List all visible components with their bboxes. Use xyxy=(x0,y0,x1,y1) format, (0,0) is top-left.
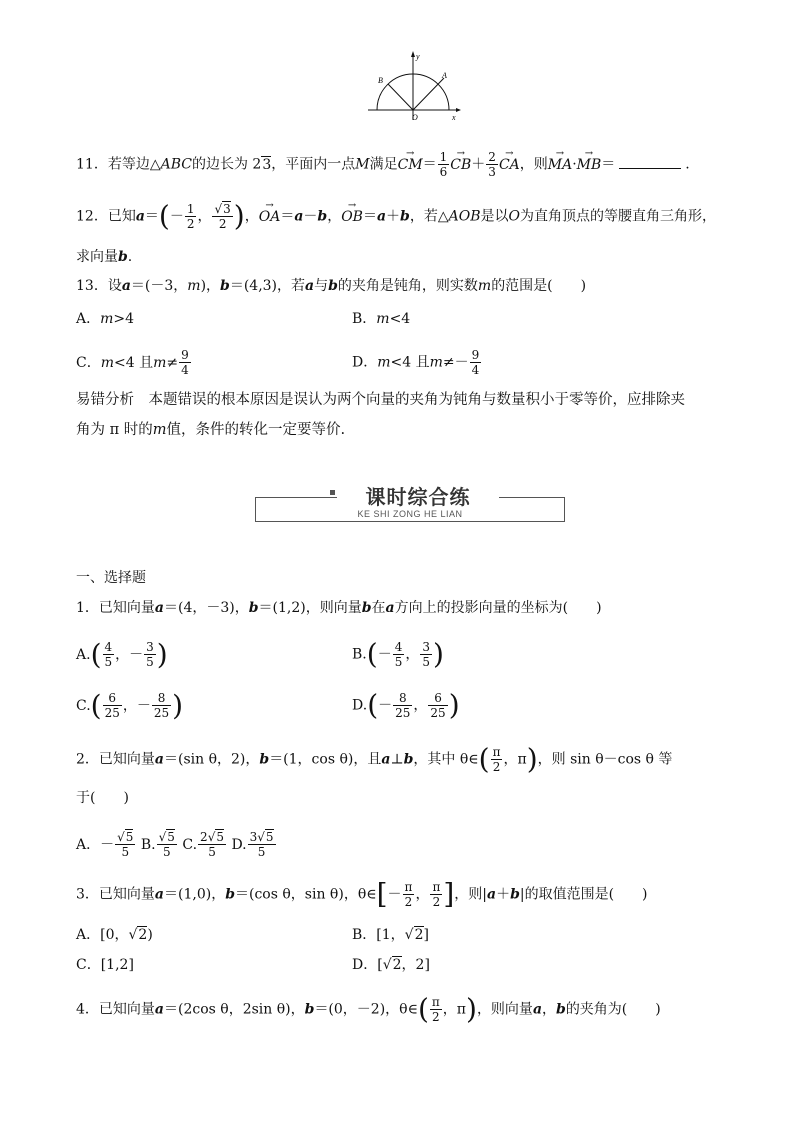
frac xyxy=(430,995,442,1024)
frac-den: 5 xyxy=(146,655,154,669)
opt-label: A. xyxy=(76,646,91,663)
question-12-line2 xyxy=(76,247,756,267)
problem-2-line2 xyxy=(76,788,756,808)
frac-num: 3√5 xyxy=(249,830,274,844)
opt-text: <4 且 xyxy=(114,354,154,371)
opt-text: >4 xyxy=(113,311,135,327)
paren-open: ( xyxy=(158,199,170,233)
q11-text: 若等边△ xyxy=(107,156,161,173)
analysis-text1: 易错分析 本题错误的根本原因是误认为两个向量的夹角为钝角与数量积小于零等价，应排除夹 xyxy=(76,392,685,408)
p2-option-b[interactable] xyxy=(140,830,178,859)
q12-frac1 xyxy=(185,202,197,231)
q11-dot: · xyxy=(572,156,577,173)
q11-vec-ca: → CA xyxy=(499,155,520,175)
q11-vec-mb: → MB xyxy=(577,155,602,175)
opt-end: ] xyxy=(423,927,429,943)
q11-vec-cb: → CB xyxy=(450,155,471,175)
q12-eq3: ＝ xyxy=(362,208,377,225)
frac-den: 3 xyxy=(488,165,496,179)
p1-option-a[interactable] xyxy=(76,637,168,671)
frac xyxy=(420,640,432,669)
frac-den: 25 xyxy=(153,706,170,720)
banner-title: 课时综合练 xyxy=(337,481,499,510)
q12-eq2: ＝ xyxy=(280,208,295,225)
opt-label: D. xyxy=(352,697,368,714)
frac-num: 1 xyxy=(439,150,448,164)
frac-num: 2 xyxy=(488,150,496,164)
p1-b: b xyxy=(248,600,259,616)
p3-b2: b xyxy=(510,886,520,903)
opt-label: C．[1,2] xyxy=(76,957,134,973)
opt-label: A．[0， xyxy=(76,927,129,943)
problem-2 xyxy=(76,742,756,776)
p1-option-b[interactable] xyxy=(352,637,444,671)
q12-aob: AOB xyxy=(448,208,481,225)
q13-text4: 与 xyxy=(314,278,329,294)
coef: 2 xyxy=(200,830,208,844)
p2-b: b xyxy=(259,751,270,768)
opt-label: B. xyxy=(352,646,367,663)
opt-m: m xyxy=(100,311,114,327)
p4-text1: ＝(2cos θ，2sin θ)， xyxy=(164,1001,305,1018)
banner-subtitle: KE SHI ZONG HE LIAN xyxy=(357,509,463,519)
frac-den: 2 xyxy=(404,895,413,909)
p4-text0: 4．已知向量 xyxy=(76,1001,155,1018)
frac xyxy=(198,830,226,859)
frac-num: 9 xyxy=(181,348,189,362)
frac-num: 6 xyxy=(428,691,447,706)
frac-den: 5 xyxy=(104,655,113,669)
frac-num: 9 xyxy=(471,348,480,362)
p2-a: a xyxy=(154,751,164,768)
bracket-open: [ xyxy=(376,877,388,911)
p4-comma: ， xyxy=(542,1001,557,1018)
p2-text1: ＝(sin θ，2)， xyxy=(164,751,260,768)
frac-num: 3 xyxy=(422,640,430,654)
p2-option-a[interactable] xyxy=(76,830,136,859)
frac-num: π xyxy=(404,880,413,894)
q12-line2-b: b xyxy=(118,249,128,265)
problem-3 xyxy=(76,877,756,911)
sqrt-val: 5 xyxy=(167,830,175,844)
opt-frac xyxy=(470,348,482,377)
analysis-text2a: 角为 π 时的 xyxy=(76,422,153,438)
p1-option-c[interactable] xyxy=(76,688,184,722)
p4-text2: ＝(0，－2)，θ∈ xyxy=(314,1001,418,1018)
sqrt-val: 5 xyxy=(125,830,134,844)
frac-num: 4 xyxy=(394,640,403,654)
opt-m: m xyxy=(376,311,390,327)
q13-b: b xyxy=(220,278,230,294)
q11-frac1 xyxy=(438,150,450,179)
frac xyxy=(428,691,447,720)
q11-text2: 的边长为 2 xyxy=(191,156,262,173)
q12-number: 12．已知 xyxy=(76,208,136,225)
p3-text1: ＝(1,0)， xyxy=(164,886,226,903)
q11-eq: ＝ xyxy=(422,156,437,173)
q13-a: a xyxy=(121,278,131,294)
frac-den: 2 xyxy=(186,217,195,231)
sqrt-val: 3 xyxy=(223,202,231,216)
analysis-text2b: 值，条件的转化一定要等价. xyxy=(166,422,346,438)
unit-circle-figure xyxy=(366,50,462,122)
p3-options-row2 xyxy=(76,955,756,975)
p1-text4: 方向上的投影向量的坐标为( ) xyxy=(394,600,602,616)
p4-b: b xyxy=(304,1001,315,1018)
q13-text1: ＝(－3， xyxy=(130,278,188,294)
q13-text2: )， xyxy=(200,278,221,294)
q12-a: a xyxy=(135,208,145,225)
q12-a2: a xyxy=(294,208,304,225)
q11-plus: ＋ xyxy=(471,156,486,173)
error-analysis-line1 xyxy=(76,390,756,410)
x-axis-arrow xyxy=(456,108,461,112)
opt-frac xyxy=(179,348,191,377)
q11-number: 11． xyxy=(76,156,108,173)
p1-option-d[interactable] xyxy=(352,688,460,722)
paren-close: ) xyxy=(526,742,538,776)
opt-label: B． xyxy=(352,311,377,327)
q12-frac2 xyxy=(212,202,232,231)
p4-text4: ，则向量 xyxy=(476,1001,533,1018)
q13-text6: 的范围是( ) xyxy=(491,278,587,294)
frac-den: 5 xyxy=(422,655,430,669)
paren-open: ( xyxy=(367,688,379,722)
paren-close: ) xyxy=(448,688,460,722)
frac-num: √3 xyxy=(214,202,231,216)
paren-open: ( xyxy=(366,637,378,671)
p3-option-a[interactable]: A．[0，√2) xyxy=(76,927,153,943)
opt-sep: ，－ xyxy=(115,646,144,663)
q11-sqrt: 3 xyxy=(262,156,272,173)
p4-a: a xyxy=(154,1001,164,1018)
q13-option-b[interactable] xyxy=(352,309,410,329)
p1-options-row1 xyxy=(76,637,756,671)
opt-label: D. xyxy=(231,836,247,853)
q13-text5: 的夹角是钝角，则实数 xyxy=(337,278,478,294)
p1-b2: b xyxy=(361,600,372,616)
frac-den: 5 xyxy=(257,845,266,859)
q12-b2: b xyxy=(400,208,410,225)
bracket-close: ] xyxy=(443,877,455,911)
opt-neq: ≠ xyxy=(166,354,179,371)
frac xyxy=(248,830,276,859)
opt-sep: ， xyxy=(405,646,420,663)
frac-num: π xyxy=(431,995,440,1009)
p2-option-c[interactable] xyxy=(182,830,227,859)
q12-line2-text: 求向量 xyxy=(76,249,118,265)
p3-b: b xyxy=(225,886,235,903)
q13-text3: ＝(4,3)，若 xyxy=(229,278,306,294)
p1-options-row2 xyxy=(76,688,756,722)
q13-number: 13．设 xyxy=(76,278,122,294)
paren-close: ) xyxy=(156,637,168,671)
frac xyxy=(491,745,503,774)
coef: 3 xyxy=(249,830,258,844)
paren-close: ) xyxy=(432,637,444,671)
frac xyxy=(393,691,412,720)
p2-a2: a xyxy=(381,751,391,768)
frac xyxy=(115,830,135,859)
p1-text2: ＝(1,2)，则向量 xyxy=(258,600,362,616)
frac-num: √5 xyxy=(158,830,175,844)
frac-den: 5 xyxy=(394,655,403,669)
p3-option-c[interactable] xyxy=(76,957,134,973)
p3-a2: a xyxy=(486,886,497,903)
p3-text0: 3．已知向量 xyxy=(76,886,155,903)
frac-num: 3 xyxy=(146,640,154,654)
frac xyxy=(430,880,442,909)
y-axis-arrow xyxy=(411,51,415,57)
q13-option-c[interactable] xyxy=(76,348,192,377)
p2-perp: ⊥ xyxy=(390,751,404,768)
p4-text5: 的夹角为( ) xyxy=(565,1001,661,1018)
p1-text1: ＝(4，－3)， xyxy=(164,600,249,616)
opt-m2: m xyxy=(429,354,443,371)
paren-open: ( xyxy=(417,992,429,1026)
paren-open: ( xyxy=(478,742,490,776)
opt-label: A．－ xyxy=(76,836,115,853)
frac-den: 2 xyxy=(492,760,501,774)
frac-den: 4 xyxy=(471,363,480,377)
opt-label: C. xyxy=(76,697,91,714)
frac-den: 25 xyxy=(395,706,411,720)
q13-a2: a xyxy=(305,278,315,294)
q13-options-row2 xyxy=(76,348,756,377)
sqrt-val: 5 xyxy=(216,830,224,844)
opt-m: m xyxy=(100,354,114,371)
p3-comma: ， xyxy=(415,886,430,903)
opt-label: B. xyxy=(140,836,156,853)
q11-text5: ，则 xyxy=(519,156,548,173)
q11-eq2: ＝ xyxy=(601,156,616,173)
paren-close: ) xyxy=(172,688,184,722)
p3-text2: ＝(cos θ，sin θ)，θ∈ xyxy=(235,886,377,903)
q12-eq: ＝ xyxy=(144,208,159,225)
p4-a2: a xyxy=(532,1001,543,1018)
segment-ob xyxy=(388,84,413,110)
frac-den: 2 xyxy=(432,895,441,909)
q12-b: b xyxy=(317,208,328,225)
frac-num: √5 xyxy=(117,830,134,844)
frac-den: 6 xyxy=(439,165,448,179)
opt-m: m xyxy=(377,354,391,371)
p4-b2: b xyxy=(556,1001,566,1018)
frac-num: 8 xyxy=(393,691,412,706)
sqrt-val: 2 xyxy=(392,957,402,973)
opt-minus: － xyxy=(377,646,392,663)
p1-text0: 1．已知向量 xyxy=(76,600,155,616)
q12-plus: ＋ xyxy=(386,208,401,225)
q11-m: M xyxy=(355,156,370,173)
q12-text5: 是以 xyxy=(480,208,509,225)
sqrt-val: 2 xyxy=(414,927,424,943)
label-a: A xyxy=(442,71,447,80)
frac xyxy=(103,691,122,720)
question-11 xyxy=(76,150,756,179)
frac xyxy=(393,640,405,669)
error-analysis-line2 xyxy=(76,420,756,440)
p2-option-d[interactable] xyxy=(231,830,276,859)
p3-option-b[interactable]: B．[1，√2] xyxy=(352,927,429,943)
q12-comma: ， xyxy=(327,208,342,225)
opt-label: D． xyxy=(352,354,378,371)
opt-sep: ，－ xyxy=(122,697,151,714)
opt-text: <4 且 xyxy=(390,354,430,371)
q11-vec-ma: → MA xyxy=(548,155,572,175)
paren-close: ) xyxy=(466,992,477,1026)
frac-num: 8 xyxy=(152,691,171,706)
section-title xyxy=(76,568,756,588)
p2-text2: ＝(1，cos θ)，且 xyxy=(269,751,382,768)
frac xyxy=(144,640,156,669)
q12-text4: ，若△ xyxy=(409,208,449,225)
q12-minus: － xyxy=(303,208,318,225)
opt-label: B．[1， xyxy=(352,927,405,943)
p2-options xyxy=(76,830,756,859)
p2-text5: ，则 sin θ－cos θ 等 xyxy=(537,751,673,768)
q13-option-a[interactable] xyxy=(76,311,134,327)
frac-den: 2 xyxy=(432,1010,440,1024)
frac-den: 4 xyxy=(181,363,189,377)
q12-o: O xyxy=(508,208,520,225)
p1-a: a xyxy=(154,600,164,616)
frac xyxy=(103,640,115,669)
p3-text4: |的取值范围是( ) xyxy=(519,886,648,903)
frac-den: 5 xyxy=(162,845,171,859)
q12-text6: 为直角顶点的等腰直角三角形， xyxy=(519,208,716,225)
frac-den: 2 xyxy=(218,217,227,231)
q11-text4: 满足 xyxy=(369,156,398,173)
opt-label: C． xyxy=(76,354,101,371)
problem-4 xyxy=(76,992,756,1026)
q12-vec-ob: → OB xyxy=(341,207,363,227)
q11-answer-blank[interactable] xyxy=(619,168,681,169)
frac-den: 25 xyxy=(430,706,446,720)
label-x: x xyxy=(452,113,456,122)
frac-num: 1 xyxy=(186,202,195,216)
frac xyxy=(152,691,171,720)
paren-open: ( xyxy=(90,688,102,722)
p4-text3: ，π xyxy=(442,1001,466,1018)
paren-open: ( xyxy=(90,637,102,671)
opt-end: ) xyxy=(147,927,153,943)
section-title-text: 一、选择题 xyxy=(76,570,146,586)
opt-label: C. xyxy=(182,836,198,853)
q11-vec-cm: → CM xyxy=(398,155,423,175)
frac-den: 5 xyxy=(208,845,216,859)
q13-m: m xyxy=(187,278,201,294)
label-b: B xyxy=(378,76,383,85)
opt-m2: m xyxy=(153,354,167,371)
p1-text3: 在 xyxy=(371,600,386,616)
p2-text3: ，其中 θ∈ xyxy=(413,751,479,768)
sqrt-val: 2 xyxy=(138,927,148,943)
p3-options-row1 xyxy=(76,925,756,945)
p3-minus: － xyxy=(387,886,402,903)
opt-sep: ， xyxy=(413,697,428,714)
p2-text4: ，π xyxy=(503,751,527,768)
opt-text: <4 xyxy=(389,311,411,327)
sqrt-val: 5 xyxy=(265,830,274,844)
q12-a3: a xyxy=(376,208,387,225)
opt-label: A． xyxy=(76,311,101,327)
opt-neq: ≠－ xyxy=(442,354,469,371)
q12-vec-oa: → OA xyxy=(259,207,281,227)
question-13 xyxy=(76,276,756,296)
frac-num: 2√5 xyxy=(200,830,224,844)
p3-plus: ＋ xyxy=(496,886,511,903)
problem-1 xyxy=(76,598,756,618)
frac-den: 5 xyxy=(121,845,130,859)
q12-line2-end: . xyxy=(127,249,133,265)
label-y: y xyxy=(416,52,420,61)
analysis-m: m xyxy=(152,422,167,438)
opt-label: D．[ xyxy=(352,957,383,973)
opt-minus: － xyxy=(378,697,393,714)
frac-num: 6 xyxy=(103,691,122,706)
label-o: O xyxy=(412,113,418,122)
q11-frac2 xyxy=(486,150,498,179)
p3-option-d[interactable]: D．[√2，2] xyxy=(352,957,430,973)
q13-options-row1 xyxy=(76,309,756,329)
opt-end: ，2] xyxy=(401,957,430,973)
q11-end: . xyxy=(685,156,690,173)
paren-close: ) xyxy=(233,199,245,233)
p3-text3: ，则| xyxy=(454,886,487,903)
frac-den: 25 xyxy=(104,706,120,720)
frac-num: π xyxy=(432,880,441,894)
p2-line2: 于( ) xyxy=(76,790,129,806)
frac-num: π xyxy=(492,745,501,759)
banner-square-left xyxy=(330,490,335,495)
frac xyxy=(403,880,415,909)
frac xyxy=(157,830,177,859)
q13-option-d[interactable] xyxy=(352,348,482,377)
p1-a2: a xyxy=(385,600,395,616)
frac-num: 4 xyxy=(104,640,113,654)
question-12: 12．已知a＝(－ $\frac{1}{2}$ ， $\frac{√3}{2}$ )，→ OA＝a－b，→ OB＝a＋b，若△AOB是以O为直角顶点的等腰直角三角形， xyxy=(76,202,756,231)
q11-text3: ，平面内一点 xyxy=(271,156,356,173)
p3-a: a xyxy=(154,886,164,903)
p2-text0: 2．已知向量 xyxy=(76,751,155,768)
segment-oa xyxy=(413,78,444,110)
q13-b2: b xyxy=(328,278,338,294)
q13-m2: m xyxy=(477,278,492,294)
p2-b2: b xyxy=(403,751,414,768)
q11-abc: ABC xyxy=(160,156,192,173)
